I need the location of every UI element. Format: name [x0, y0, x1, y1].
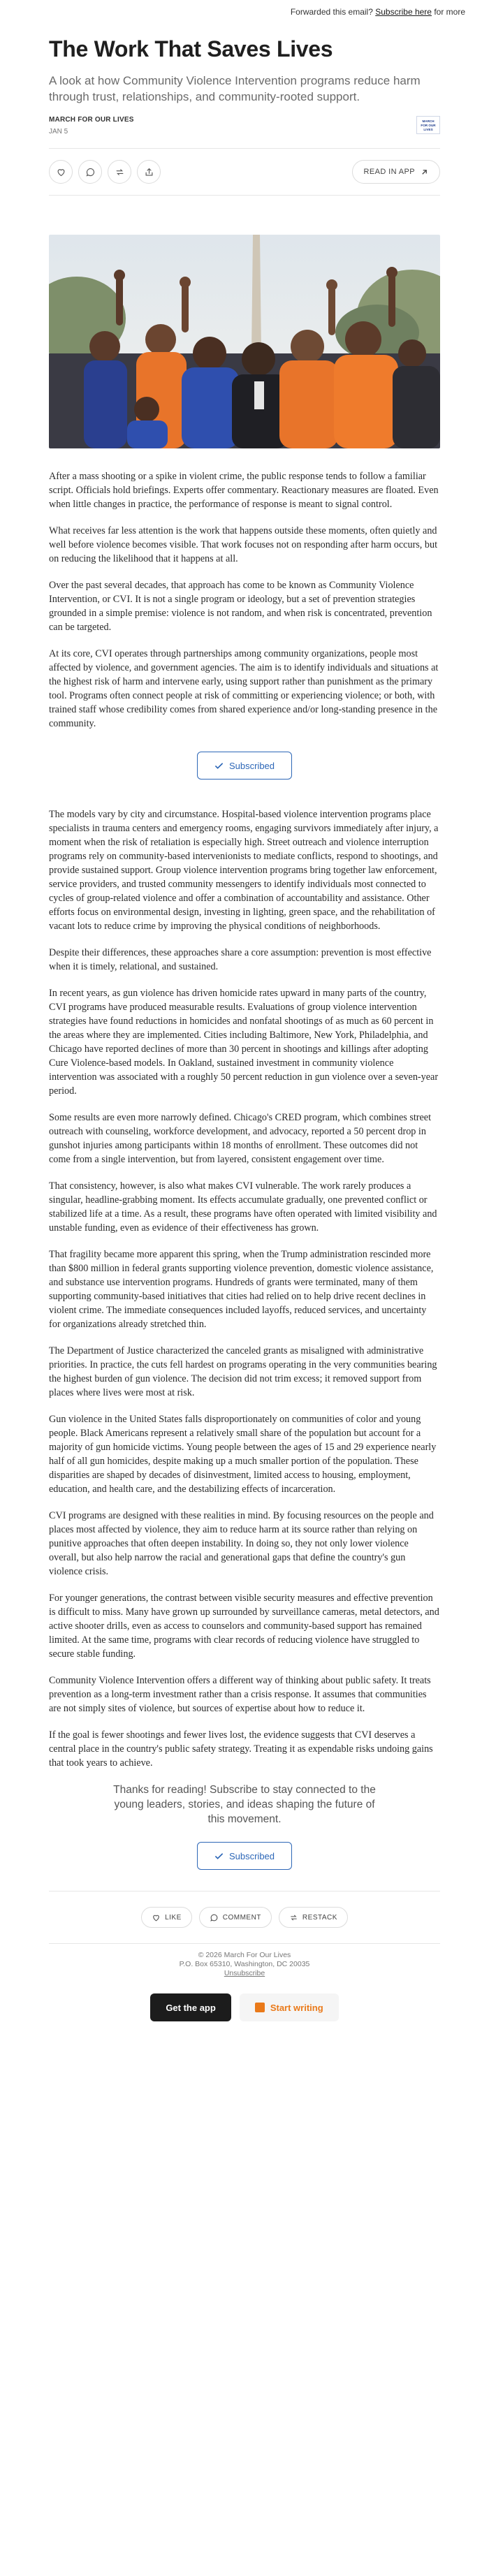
post-body [49, 469, 440, 1770]
hero-photo[interactable] [49, 235, 440, 448]
post-container [49, 35, 440, 2021]
paragraph: Over the past several decades, that approach has come to be known as Community Violence Intervention, or CVI. It is not a single program or ideology, but a set of prevention strategies grounded in a simple premise: violence is not random, and when risk is concentrated, prevention can be targeted. [49, 580, 432, 633]
publication-name[interactable]: MARCH FOR OUR LIVES [49, 116, 134, 124]
restack-button[interactable] [108, 160, 131, 184]
post-actions [49, 148, 440, 196]
paragraph: In recent years, as gun violence has driven homicide rates upward in many parts of the country, CVI programs have produced measurable results. Evaluations of group violence intervention strategies have found reductions in homicides and nonfatal shootings of as much as 60 percent in the areas where they are implemented. Cities including Baltimore, New York, Philadelphia, and Chicago have reported declines of more than 30 percent in shootings and killings after adopting Cure Violence-based models. In Oakland, sustained investment in community violence intervention was associated with a roughly 50 percent reduction in gun violence over a seven-year period. [49, 988, 439, 1097]
paragraph: That consistency, however, is also what makes CVI vulnerable. The work rarely produces a singular, headline-grabbing moment. Its effects accumulate gradually, one prevented conflict or stabilized life at a time. As a result, these programs have often operated with limited visibility and unstable funding, even as evidence of their effectiveness has grown. [49, 1180, 437, 1234]
get-app-button[interactable]: Get the app [150, 1993, 231, 2021]
paragraph: The models vary by city and circumstance. Hospital-based violence intervention programs place specialists in trauma centers and emergency rooms, engaging survivors immediately after injury, a moment when the risk of retaliation is especially high. Street outreach and violence interruption programs rely on community-based intervenionists to mediate conflicts, respond to shootings, and provide sustained support. Group violence intervention programs bring together law enforcement, service providers, and trusted community messengers to identify individuals most connected to cycles of group-related violence and offer a combination of accountability and assistance. Other efforts focus on environmental design, investing in lighting, green space, and the rehabilitation of vacant lots to reduce crime by improving the physical conditions of neighborhoods. [49, 809, 439, 932]
copyright: © 2026 March For Our Lives [198, 1951, 291, 1959]
subscribed-label: Subscribed [228, 760, 275, 771]
paragraph: Some results are even more narrowly defined. Chicago's CRED program, which combines street outreach with counseling, workforce development, and advocacy, reported a 50 percent drop in gunshot injuries among participants within 18 months of enrollment. These outcomes did not come from a single intervention, but from layered, consistent engagement over time. [49, 1112, 432, 1165]
read-in-app-label: READ IN APP [363, 168, 415, 176]
restack-icon [289, 1913, 298, 1922]
paragraph: Despite their differences, these approaches share a core assumption: prevention is most effective when it is timely, relational, and sustained. [49, 947, 432, 972]
footer-like-button[interactable] [141, 1907, 192, 1928]
march-logo-icon [418, 118, 439, 132]
svg-text:FOR OUR: FOR OUR [421, 124, 436, 127]
comment-icon [210, 1913, 219, 1922]
subscribed-label: Subscribed [228, 1850, 275, 1861]
forward-suffix: for more [434, 7, 465, 17]
paragraph: What receives far less attention is the work that happens outside these moments, often quietly and well before violence becomes visible. That work focuses not on responding after harm occurs, but on reducing the likelihood that it happens at all. [49, 525, 438, 564]
rally-photo-image [49, 235, 440, 448]
post-date: JAN 5 [49, 128, 68, 136]
forward-text: Forwarded this email? [290, 7, 373, 17]
checkmark-icon [214, 761, 224, 770]
publication-logo[interactable] [416, 116, 440, 134]
paragraph: CVI programs are designed with these realities in mind. By focusing resources on the people and places most affected by violence, they aim to reduce harm at its source rather than relying on punitive approaches that often deepen instability. In doing so, they not only lower violence overall, but also help narrow the racial and generational gaps that define the country's gun violence crisis. [49, 1510, 434, 1577]
byline [49, 116, 440, 136]
substack-icon [255, 2003, 265, 2012]
checkmark-icon [214, 1852, 224, 1861]
forward-bar [0, 0, 489, 24]
share-icon [144, 167, 154, 177]
start-writing-button[interactable] [240, 1993, 339, 2021]
postal-address: P.O. Box 65310, Washington, DC 20035 [179, 1960, 310, 1968]
subscribe-widget [49, 752, 440, 780]
paragraph: Community Violence Intervention offers a different way of thinking about public safety. It treats prevention as a long-term investment rather than a crisis response. It assumes that communities are not simply sites of violence, but sources of expertise about how to reduce it. [49, 1675, 431, 1714]
footer-actions [49, 1891, 440, 1944]
restack-label: RESTACK [302, 1913, 337, 1922]
paragraph: Gun violence in the United States falls disproportionately on communities of color and young people. Black Americans represent a relatively small share of the population but account for a majority of gun homicide victims. Young people between the ages of 15 and 29 experience nearly half of all gun homicides, despite making up a much smaller portion of the population. These disparities are shaped by decades of disinvestment, limited access to housing, employment, education, and health care, and the destabilizing effects of incarceration. [49, 1414, 437, 1495]
svg-text:LIVES: LIVES [423, 128, 433, 131]
share-button[interactable] [137, 160, 161, 184]
read-in-app-button[interactable] [352, 160, 440, 184]
paragraph: The Department of Justice characterized the canceled grants as misaligned with administrative priorities. In practice, the cuts fell hardest on programs operating in the very communities bearing the highest burden of gun violence. The decision did not trim excess; it removed support from places where lives were most at risk. [49, 1345, 437, 1398]
comment-button[interactable] [78, 160, 102, 184]
paragraph: At its core, CVI operates through partnerships among community organizations, people most affected by violence, and government agencies. The aim is to identify individuals and situations at the highest risk of harm and intervene early, using support rather than punishment as the primary tool. Programs often connect people at risk of committing or experiencing violence; or both, with trained staff whose credibility comes from shared experience and/or long-standing presence in the community. [49, 648, 439, 729]
thanks-message: Thanks for reading! Subscribe to stay connected to the young leaders, stories, and ideas shaping the future of this movement. [113, 1784, 376, 1825]
svg-text:MARCH: MARCH [422, 119, 435, 123]
unsubscribe-link[interactable]: Unsubscribe [224, 1969, 265, 1977]
restack-icon [115, 167, 125, 177]
subscribed-button[interactable] [197, 752, 292, 780]
paragraph: That fragility became more apparent this spring, when the Trump administration rescinded more than $800 million in federal grants supporting violence prevention, domestic violence assistance, and substance use intervention programs. Hundreds of grants were terminated, many of them supporting community-based initiatives that cities had relied on to help drive recent declines in violent crime. The immediate consequences included layoffs, reduced services, and uncertainty for organizations already stretched thin. [49, 1249, 434, 1330]
paragraph: For younger generations, the contrast between visible security measures and effective prevention is difficult to miss. Many have grown up surrounded by surveillance cameras, metal detectors, and active shooter drills, even as access to counselors and community-based support has remained limited. At the same time, programs with clear records of reducing violence have struggled to secure stable funding. [49, 1593, 439, 1660]
paragraph: If the goal is fewer shootings and fewer lives lost, the evidence suggests that CVI deserves a central place in the country's public safety strategy. Treating it as expendable risks undoing gains that took years to achieve. [49, 1729, 433, 1769]
subscribe-link[interactable]: Subscribe here [375, 7, 432, 17]
like-button[interactable] [49, 160, 73, 184]
comment-label: COMMENT [222, 1913, 261, 1922]
heart-icon [152, 1913, 161, 1922]
post-title[interactable]: The Work That Saves Lives [49, 36, 333, 61]
footer-restack-button[interactable] [279, 1907, 348, 1928]
like-label: LIKE [165, 1913, 182, 1922]
start-writing-label: Start writing [270, 2002, 323, 2013]
arrow-up-right-icon [421, 168, 428, 176]
subscribed-button-bottom[interactable] [197, 1842, 292, 1870]
footer-comment-button[interactable] [199, 1907, 272, 1928]
footer-address [49, 1951, 440, 1978]
paragraph: After a mass shooting or a spike in violent crime, the public response tends to follow a familiar script. Officials hold briefings. Experts offer commentary. Reactionary measures are floated. Even when little changes in practice, the performance of response is meant to signal control. [49, 471, 439, 510]
footer-cta [49, 1993, 440, 2021]
subscribe-widget-bottom [49, 1842, 440, 1870]
comment-icon [85, 167, 96, 177]
post-subtitle: A look at how Community Violence Intervention programs reduce harm through trust, relationships, and community-rooted support. [49, 74, 421, 103]
heart-icon [56, 167, 66, 177]
